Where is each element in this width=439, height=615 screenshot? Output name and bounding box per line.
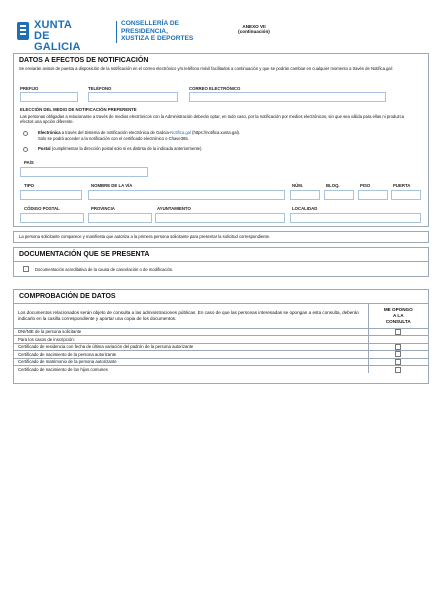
province-label: PROVINCIA: [91, 206, 115, 211]
row-oppose-cell: [368, 351, 428, 359]
page-header: [16, 18, 426, 53]
email-input[interactable]: [189, 92, 386, 102]
locality-label: LOCALIDAD: [292, 206, 318, 211]
type-label: TIPO: [24, 183, 35, 188]
prefix-input[interactable]: [20, 92, 78, 102]
electronic-label: Electrónica: [38, 130, 61, 135]
oppose-header-1: ME OPONGO: [383, 306, 413, 312]
notifica-link[interactable]: Notifica.gal: [170, 130, 191, 135]
oppose-checkbox[interactable]: [395, 351, 401, 357]
logo-text: [34, 20, 98, 53]
oppose-checkbox[interactable]: [395, 344, 401, 350]
annex-title: ANEXO VII: [242, 24, 266, 29]
documentation-checkbox[interactable]: [23, 266, 29, 272]
row-oppose-cell: [368, 358, 428, 366]
documentation-title: DOCUMENTACIÓN QUE SE PRESENTA: [19, 251, 150, 258]
consent-text: La persona solicitante comparece y manifiesta que autoriza a la primera persona solicitante para presentar la solicitud correspondiente.: [19, 234, 271, 239]
council-input[interactable]: [155, 213, 285, 223]
xunta-logo: [16, 18, 98, 53]
floor-label: PISO: [360, 183, 371, 188]
electronic-text: a través del Sistema de notificación electrónica de Galicia-: [61, 130, 171, 135]
row-oppose-cell-empty: [368, 336, 428, 344]
email-label: CORREO ELECTRÓNICO: [189, 86, 241, 91]
table-row: [14, 358, 428, 366]
postal-code-label: CÓDIGO POSTAL: [24, 206, 60, 211]
country-input[interactable]: [20, 167, 148, 177]
notification-title: DATOS A EFECTOS DE NOTIFICACIÓN: [19, 57, 149, 64]
oppose-header: [368, 304, 428, 328]
verification-table: [14, 304, 428, 373]
postal-text: (cumplimentar la dirección postal solo si es distinta de la indicada anteriormente).: [51, 146, 203, 151]
verification-header-row: [14, 304, 428, 328]
electronic-radio[interactable]: [23, 131, 28, 136]
dept-line-2: PRESIDENCIA,: [121, 27, 168, 35]
council-label: AYUNTAMIENTO: [157, 206, 191, 211]
postal-radio[interactable]: [23, 147, 28, 152]
galicia-shield-icon: [16, 21, 30, 41]
verification-intro: [14, 304, 368, 328]
row-oppose-cell: [368, 328, 428, 336]
street-input[interactable]: [88, 190, 285, 200]
phone-label: TELÉFONO: [88, 86, 112, 91]
dept-line-1: CONSELLERÍA DE: [121, 20, 180, 27]
notification-intro: Se enviarán avisos de puesta a disposición de la notificación en el correo electrónico y/o teléfono móvil facilitados a continuación y que se podrán cambiar en cualquier momento a través de Notifica.gal:: [19, 66, 393, 71]
row-label: Para los casos de inscripción:: [14, 336, 368, 344]
row-oppose-cell: [368, 343, 428, 351]
row-label: DNI/NIE de la persona solicitante: [14, 328, 368, 336]
postal-option: [38, 146, 408, 151]
oppose-header-3: CONSULTA: [385, 318, 411, 324]
verification-intro-text: Los documentos relacionados serán objeto de consulta a las administraciones públicas. En caso de que las personas interesadas se opongan a esta consulta, deberán indicarlo en la casilla correspondiente y aportar una copia de los documentos.: [18, 310, 359, 322]
postal-code-input[interactable]: [20, 213, 84, 223]
table-row: [14, 366, 428, 374]
verification-title: COMPROBACIÓN DE DATOS: [19, 293, 116, 300]
block-input[interactable]: [324, 190, 354, 200]
oppose-checkbox[interactable]: [395, 359, 401, 365]
door-label: PUERTA: [393, 183, 411, 188]
documentation-item: Documentación acreditativa de la causa de cancelación o de modificación.: [35, 267, 174, 272]
consent-section: [13, 231, 429, 243]
dept-line-3: XUSTIZA E DEPORTES: [121, 35, 194, 43]
verification-table-wrap: [14, 304, 428, 373]
department-name: [121, 20, 193, 43]
table-row: [14, 336, 428, 344]
table-row: [14, 351, 428, 359]
number-label: NÚM.: [292, 183, 303, 188]
row-label: Certificado de nacimiento de los hijos comunes: [18, 366, 108, 372]
row-label: Certificado de matrimonio de la persona autorizante: [14, 358, 368, 366]
number-input[interactable]: [290, 190, 320, 200]
table-row: [14, 328, 428, 336]
province-input[interactable]: [88, 213, 152, 223]
documentation-divider: [14, 261, 428, 262]
prefix-label: PREFIJO: [20, 86, 39, 91]
oppose-checkbox[interactable]: [395, 367, 401, 373]
documentation-section: [13, 247, 429, 277]
electronic-option: [38, 130, 408, 135]
type-input[interactable]: [20, 190, 82, 200]
phone-input[interactable]: [88, 92, 178, 102]
table-row: [14, 343, 428, 351]
logo-line-1: XUNTA: [34, 19, 73, 31]
annex-label: [224, 24, 284, 35]
block-label: BLOQ.: [326, 183, 340, 188]
locality-input[interactable]: [290, 213, 421, 223]
row-oppose-cell: [368, 366, 428, 374]
row-label: Certificado de nacimiento de la persona autorizante: [14, 351, 368, 359]
notification-section: [13, 53, 429, 227]
notifica-url: (https://notifica.xunta.gal).: [192, 130, 241, 135]
oppose-header-2: A LA: [392, 312, 404, 318]
logo-line-2: DE GALICIA: [34, 30, 81, 53]
oppose-checkbox[interactable]: [395, 329, 401, 335]
electronic-subtext: Solo se podrá acceder a la notificación con el certificado electrónico o Chave365.: [38, 136, 189, 141]
street-label: NOMBRE DE LA VÍA: [91, 183, 133, 188]
annex-subtitle: (continuación): [238, 29, 270, 35]
logo-separator: [116, 21, 117, 43]
floor-input[interactable]: [358, 190, 388, 200]
method-title: ELECCIÓN DEL MEDIO DE NOTIFICACIÓN PREFERENTE: [20, 107, 137, 112]
verification-section: [13, 289, 429, 384]
method-text: Las personas obligadas a relacionarse a través de medios electrónicos con la Administración deberán optar, en todo caso, por la notificación por medios electrónicos, sin que sea válida para ellas ni produzca efectos una opción diferente.: [20, 114, 405, 125]
postal-label: Postal: [38, 146, 51, 151]
country-label: PAÍS: [24, 160, 34, 165]
row-label: Certificado de residencia con fecha de última variación del padrón de la persona autorizante: [14, 343, 368, 351]
door-input[interactable]: [391, 190, 421, 200]
